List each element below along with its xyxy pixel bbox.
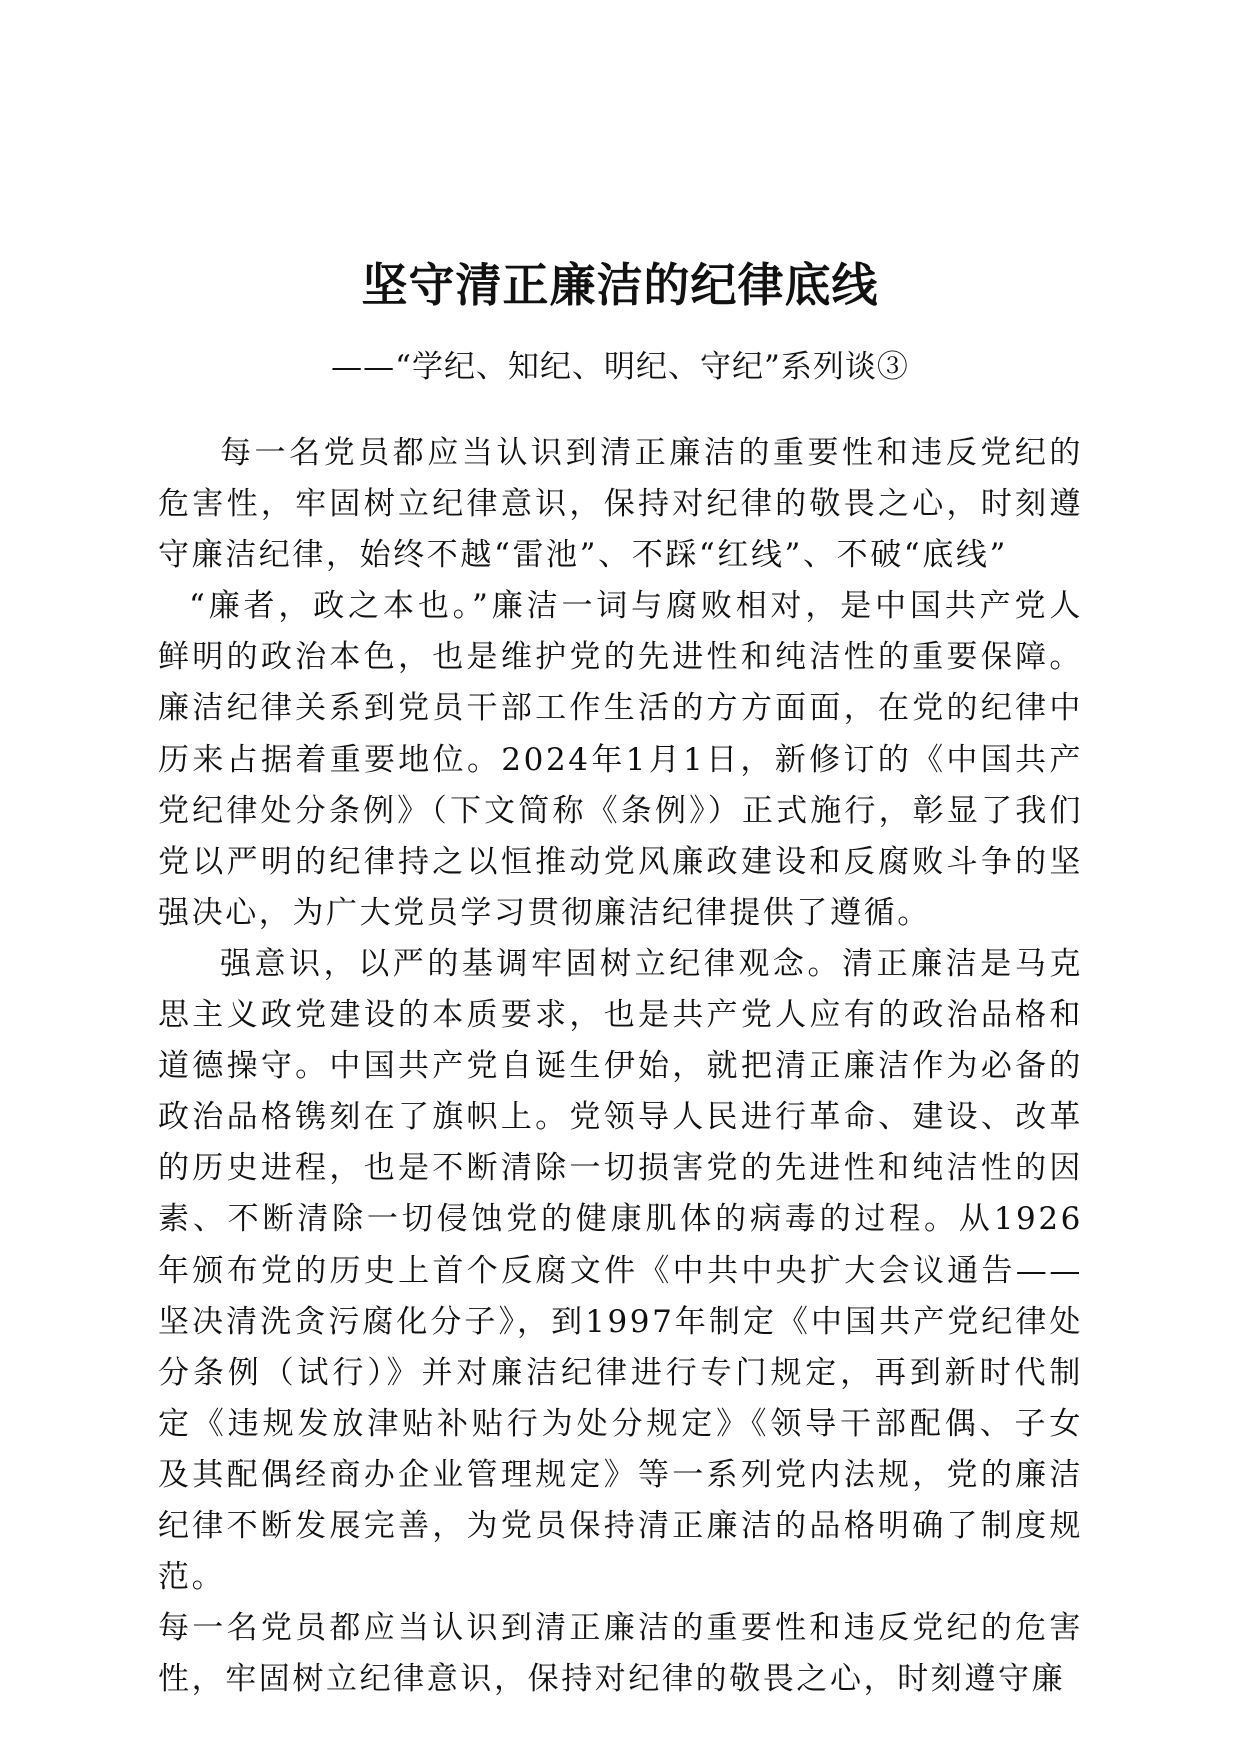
paragraph-2: “廉者，政之本也。”廉洁一词与腐败相对，是中国共产党人鲜明的政治本色，也是维护党的先进性和纯洁性的重要保障。廉洁纪律关系到党员干部工作生活的方方面面，在党的纪律中历来占据着重要地位。2024年1月1日，新修订的《中国共产党纪律处分条例》（下文简称《条例》）正式施行，彰显了我们党以严明的纪律持之以恒推动党风廉政建设和反腐败斗争的坚强决心，为广大党员学习贯彻廉洁纪律提供了遵循。 <box>158 588 1083 931</box>
paragraph-1: 每一名党员都应当认识到清正廉洁的重要性和违反党纪的危害性，牢固树立纪律意识，保持对纪律的敬畏之心，时刻遵守廉洁纪律，始终不越“雷池”、不踩“红线”、不破“底线” <box>158 435 1083 574</box>
paragraph-4: 每一名党员都应当认识到清正廉洁的重要性和违反党纪的危害性，牢固树立纪律意识，保持对纪律的敬畏之心，时刻遵守廉 <box>158 1610 1083 1698</box>
document-body <box>158 428 1083 1705</box>
document-title: 坚守清正廉洁的纪律底线 <box>361 258 879 312</box>
paragraph-3: 强意识，以严的基调牢固树立纪律观念。清正廉洁是马克思主义政党建设的本质要求，也是共产党人应有的政治品格和道德操守。中国共产党自诞生伊始，就把清正廉洁作为必备的政治品格镌刻在了旗帜上。党领导人民进行革命、建设、改革的历史进程，也是不断清除一切损害党的先进性和纯洁性的因素、不断清除一切侵蚀党的健康肌体的病毒的过程。从1926年颁布党的历史上首个反腐文件《中共中央扩大会议通告——坚决清洗贪污腐化分子》，到1997年制定《中国共产党纪律处分条例（试行）》并对廉洁纪律进行专门规定，再到新时代制定《违规发放津贴补贴行为处分规定》《领导干部配偶、子女及其配偶经商办企业管理规定》等一系列党内法规，党的廉洁纪律不断发展完善，为党员保持清正廉洁的品格明确了制度规范。 <box>158 945 1083 1596</box>
document-subtitle: ——“学纪、知纪、明纪、守纪”系列谈③ <box>331 349 909 385</box>
